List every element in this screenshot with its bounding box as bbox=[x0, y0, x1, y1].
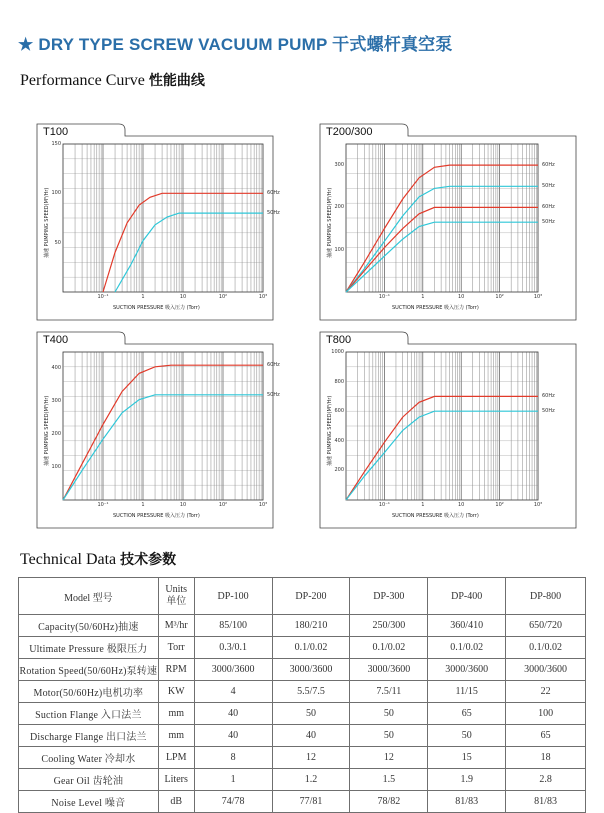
chart-t400 bbox=[35, 330, 280, 530]
chart-title: T800 bbox=[326, 334, 352, 346]
y-tick-label: 400 bbox=[334, 437, 344, 444]
cell-value: 40 bbox=[272, 725, 350, 747]
y-axis-label: 抽速 PUMPING SPEED(M³/Hr) bbox=[327, 395, 333, 466]
x-tick-label: 10⁻¹ bbox=[97, 502, 109, 508]
x-tick-label: 10⁻¹ bbox=[97, 294, 109, 300]
x-tick-label: 10⁻¹ bbox=[378, 294, 390, 300]
header-dp-100: DP-100 bbox=[194, 578, 272, 615]
cell-value: 0.1/0.02 bbox=[428, 637, 506, 659]
cell-value: 4 bbox=[194, 681, 272, 703]
cell-value: 40 bbox=[194, 725, 272, 747]
table-row-ultimate-pressure bbox=[19, 637, 586, 659]
cell-value: 11/15 bbox=[428, 681, 506, 703]
y-axis-label: 抽速 PUMPING SPEED(M³/Hr) bbox=[327, 187, 333, 258]
y-tick-label: 150 bbox=[51, 141, 61, 147]
y-tick-label: 100 bbox=[334, 246, 344, 253]
technical-data-heading bbox=[20, 549, 176, 569]
cell-value: 360/410 bbox=[428, 615, 506, 637]
header-model: Model 型号 bbox=[19, 578, 159, 615]
cell-value: 81/83 bbox=[506, 791, 586, 813]
cell-value: 0.1/0.02 bbox=[350, 637, 428, 659]
cell-value: 3000/3600 bbox=[428, 659, 506, 681]
cell-value: 180/210 bbox=[272, 615, 350, 637]
cell-value: 12 bbox=[272, 747, 350, 769]
row-unit: LPM bbox=[158, 747, 194, 769]
table-row-cooling-water bbox=[19, 747, 586, 769]
row-label: Gear Oil 齿轮油 bbox=[19, 769, 159, 791]
cell-value: 3000/3600 bbox=[194, 659, 272, 681]
x-tick-label: 10⁻¹ bbox=[378, 502, 390, 508]
cell-value: 50 bbox=[350, 725, 428, 747]
cell-value: 74/78 bbox=[194, 791, 272, 813]
cell-value: 15 bbox=[428, 747, 506, 769]
x-tick-label: 10² bbox=[495, 502, 504, 508]
y-axis-label: 抽速 PUMPING SPEED(M³/Hr) bbox=[44, 395, 50, 466]
row-label: Capacity(50/60Hz)抽速 bbox=[19, 615, 159, 637]
cell-value: 12 bbox=[350, 747, 428, 769]
x-axis-label: SUCTION PRESSURE 吸入压力 (Torr) bbox=[113, 513, 200, 519]
table-row-capacity bbox=[19, 615, 586, 637]
series-label-60hz-2: 60Hz bbox=[542, 204, 555, 211]
series-label-50hz-1: 50Hz bbox=[267, 391, 280, 398]
row-unit: KW bbox=[158, 681, 194, 703]
x-tick-label: 10³ bbox=[533, 294, 543, 300]
series-label-60hz-0: 60Hz bbox=[542, 393, 555, 400]
cell-value: 7.5/11 bbox=[350, 681, 428, 703]
x-tick-label: 1 bbox=[141, 502, 145, 508]
table-row-noise-level bbox=[19, 791, 586, 813]
cell-value: 85/100 bbox=[194, 615, 272, 637]
row-label: Rotation Speed(50/60Hz)泵转速 bbox=[19, 659, 159, 681]
y-tick-label: 100 bbox=[51, 190, 61, 197]
technical-data-heading-cn: 技术参数 bbox=[120, 552, 177, 568]
performance-curve-heading-en: Performance Curve bbox=[20, 72, 145, 89]
row-unit: mm bbox=[158, 703, 194, 725]
y-tick-label: 300 bbox=[334, 162, 344, 169]
row-label: Discharge Flange 出口法兰 bbox=[19, 725, 159, 747]
cell-value: 3000/3600 bbox=[506, 659, 586, 681]
series-label-50hz-3: 50Hz bbox=[542, 219, 555, 226]
chart-svg bbox=[318, 122, 578, 322]
cell-value: 22 bbox=[506, 681, 586, 703]
chart-title: T200/300 bbox=[326, 126, 373, 138]
cell-value: 3000/3600 bbox=[350, 659, 428, 681]
x-tick-label: 10² bbox=[495, 294, 504, 300]
cell-value: 3000/3600 bbox=[272, 659, 350, 681]
performance-curve-heading bbox=[20, 70, 205, 90]
table-row-gear-oil bbox=[19, 769, 586, 791]
y-tick-label: 200 bbox=[334, 204, 344, 211]
x-tick-label: 1 bbox=[141, 294, 145, 300]
cell-value: 50 bbox=[272, 703, 350, 725]
header-units: Units 单位 bbox=[158, 578, 194, 615]
cell-value: 50 bbox=[350, 703, 428, 725]
chart-svg bbox=[35, 122, 275, 322]
x-axis-label: SUCTION PRESSURE 吸入压力 (Torr) bbox=[392, 305, 479, 311]
y-tick-label: 1000 bbox=[331, 349, 344, 355]
x-tick-label: 10³ bbox=[258, 294, 268, 300]
series-label-50hz-1: 50Hz bbox=[267, 210, 280, 217]
y-tick-label: 300 bbox=[51, 398, 61, 405]
table-row-discharge-flange bbox=[19, 725, 586, 747]
x-tick-label: 10 bbox=[179, 502, 187, 508]
chart-t200-300 bbox=[318, 122, 578, 322]
cell-value: 100 bbox=[506, 703, 586, 725]
x-tick-label: 10 bbox=[458, 502, 465, 508]
row-unit: mm bbox=[158, 725, 194, 747]
chart-svg bbox=[318, 330, 578, 530]
y-tick-label: 50 bbox=[54, 239, 61, 246]
y-tick-label: 800 bbox=[334, 378, 344, 385]
x-tick-label: 10³ bbox=[258, 502, 268, 508]
y-tick-label: 400 bbox=[51, 365, 61, 372]
table-row-rotation-speed bbox=[19, 659, 586, 681]
header-dp-200: DP-200 bbox=[272, 578, 350, 615]
header-dp-300: DP-300 bbox=[350, 578, 428, 615]
series-label-60hz-0: 60Hz bbox=[267, 362, 280, 369]
page-title: ★ DRY TYPE SCREW VACUUM PUMP 干式螺杆真空泵 bbox=[18, 35, 453, 54]
x-tick-label: 10² bbox=[218, 294, 228, 300]
row-label: Ultimate Pressure 极限压力 bbox=[19, 637, 159, 659]
cell-value: 18 bbox=[506, 747, 586, 769]
row-label: Motor(50/60Hz)电机功率 bbox=[19, 681, 159, 703]
technical-data-table bbox=[18, 577, 586, 813]
technical-data-heading-en: Technical Data bbox=[20, 551, 117, 568]
row-label: Cooling Water 冷却水 bbox=[19, 747, 159, 769]
cell-value: 1.9 bbox=[428, 769, 506, 791]
row-unit: Liters bbox=[158, 769, 194, 791]
cell-value: 8 bbox=[194, 747, 272, 769]
table-header-row bbox=[19, 578, 586, 615]
y-tick-label: 200 bbox=[51, 431, 61, 438]
cell-value: 65 bbox=[428, 703, 506, 725]
header-dp-400: DP-400 bbox=[428, 578, 506, 615]
x-tick-label: 1 bbox=[421, 502, 425, 508]
cell-value: 81/83 bbox=[428, 791, 506, 813]
cell-value: 250/300 bbox=[350, 615, 428, 637]
row-label: Noise Level 噪音 bbox=[19, 791, 159, 813]
x-tick-label: 1 bbox=[421, 294, 425, 300]
cell-value: 0.1/0.02 bbox=[272, 637, 350, 659]
y-axis-label: 抽速 PUMPING SPEED(M³/Hr) bbox=[44, 187, 50, 258]
row-unit: RPM bbox=[158, 659, 194, 681]
cell-value: 650/720 bbox=[506, 615, 586, 637]
cell-value: 0.3/0.1 bbox=[194, 637, 272, 659]
cell-value: 0.1/0.02 bbox=[506, 637, 586, 659]
table-row-motor bbox=[19, 681, 586, 703]
cell-value: 50 bbox=[428, 725, 506, 747]
cell-value: 65 bbox=[506, 725, 586, 747]
x-axis-label: SUCTION PRESSURE 吸入压力 (Torr) bbox=[392, 513, 479, 519]
x-axis-label: SUCTION PRESSURE 吸入压力 (Torr) bbox=[113, 305, 200, 311]
performance-curve-heading-cn: 性能曲线 bbox=[148, 73, 205, 89]
series-label-60hz-0: 60Hz bbox=[542, 162, 555, 169]
header-dp-800: DP-800 bbox=[506, 578, 586, 615]
chart-t100 bbox=[35, 122, 280, 322]
row-unit: dB bbox=[158, 791, 194, 813]
chart-svg bbox=[35, 330, 275, 530]
cell-value: 77/81 bbox=[272, 791, 350, 813]
cell-value: 78/82 bbox=[350, 791, 428, 813]
x-tick-label: 10 bbox=[179, 294, 187, 300]
x-tick-label: 10³ bbox=[533, 502, 543, 508]
row-label: Suction Flange 入口法兰 bbox=[19, 703, 159, 725]
cell-value: 1.5 bbox=[350, 769, 428, 791]
y-tick-label: 100 bbox=[51, 464, 61, 471]
cell-value: 5.5/7.5 bbox=[272, 681, 350, 703]
series-label-50hz-1: 50Hz bbox=[542, 408, 555, 415]
y-tick-label: 600 bbox=[334, 408, 344, 415]
row-unit: M³/hr bbox=[158, 615, 194, 637]
cell-value: 1 bbox=[194, 769, 272, 791]
cell-value: 1.2 bbox=[272, 769, 350, 791]
series-label-50hz-1: 50Hz bbox=[542, 183, 555, 190]
series-label-60hz-0: 60Hz bbox=[267, 190, 280, 197]
y-tick-label: 200 bbox=[334, 467, 344, 474]
cell-value: 40 bbox=[194, 703, 272, 725]
cell-value: 2.8 bbox=[506, 769, 586, 791]
chart-title: T400 bbox=[43, 334, 69, 346]
x-tick-label: 10² bbox=[218, 502, 228, 508]
chart-title: T100 bbox=[43, 126, 69, 138]
chart-t800 bbox=[318, 330, 578, 530]
x-tick-label: 10 bbox=[458, 294, 465, 300]
table-row-suction-flange bbox=[19, 703, 586, 725]
row-unit: Torr bbox=[158, 637, 194, 659]
